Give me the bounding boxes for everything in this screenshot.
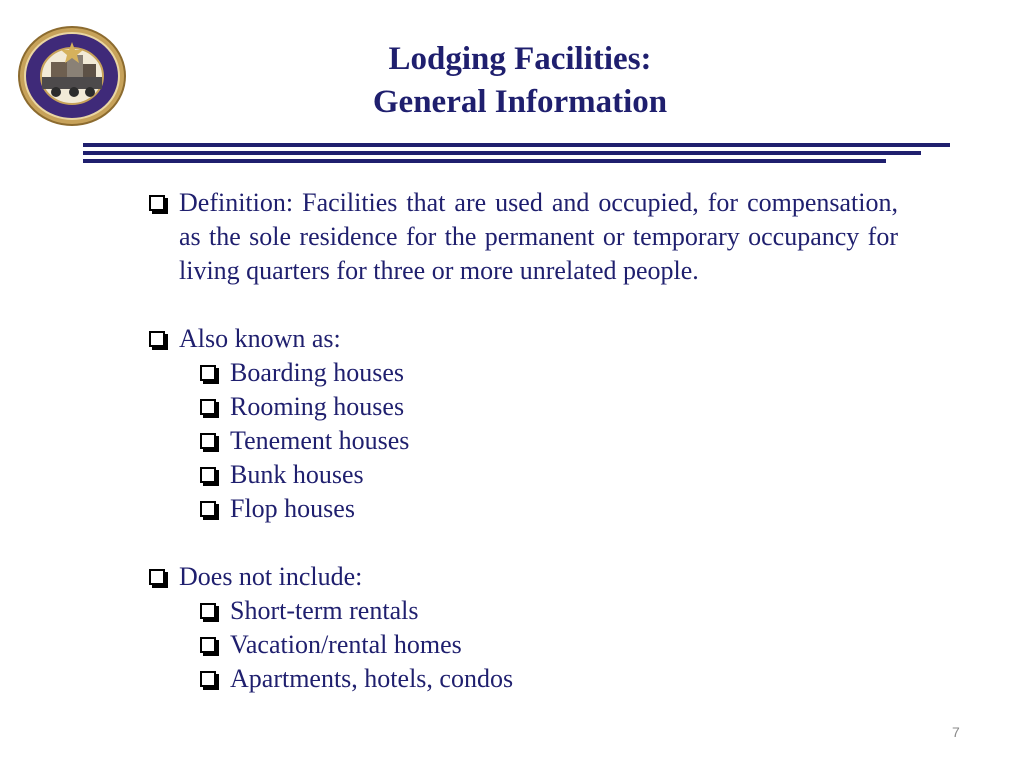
checkbox-square-icon bbox=[200, 637, 216, 653]
list-item bbox=[199, 492, 898, 526]
spacer bbox=[148, 288, 898, 322]
title-divider-rule-top bbox=[83, 143, 950, 147]
spacer bbox=[148, 526, 898, 560]
also-known-as-label: Also known as: bbox=[179, 324, 341, 353]
list-item bbox=[199, 662, 898, 696]
list-item bbox=[199, 390, 898, 424]
title-divider-rule-middle bbox=[83, 151, 921, 155]
checkbox-square-icon bbox=[149, 195, 165, 211]
list-item-text: Tenement houses bbox=[230, 426, 410, 455]
title-line-2: General Information bbox=[372, 84, 668, 120]
list-item-text: Rooming houses bbox=[230, 392, 405, 421]
checkbox-square-icon bbox=[149, 331, 165, 347]
definition-text: Definition: Facilities that are used and occupied, for compensation, as the sole residence for the permanent or temporary occupancy for living quarters for three or more unrelated people. bbox=[179, 188, 898, 285]
list-item-text: Bunk houses bbox=[230, 460, 364, 489]
checkbox-square-icon bbox=[200, 671, 216, 687]
does-not-include-label: Does not include: bbox=[179, 562, 363, 591]
list-item-text: Short-term rentals bbox=[230, 596, 419, 625]
checkbox-square-icon bbox=[200, 501, 216, 517]
page-number: 7 bbox=[952, 724, 960, 740]
checkbox-square-icon bbox=[200, 467, 216, 483]
checkbox-square-icon bbox=[200, 433, 216, 449]
definition-item bbox=[148, 186, 898, 288]
list-item bbox=[199, 594, 898, 628]
checkbox-square-icon bbox=[200, 603, 216, 619]
list-item-text: Boarding houses bbox=[230, 358, 405, 387]
checkbox-square-icon bbox=[149, 569, 165, 585]
list-item-text: Flop houses bbox=[230, 494, 355, 523]
city-seal-logo bbox=[16, 24, 128, 128]
list-item bbox=[199, 356, 898, 390]
checkbox-square-icon bbox=[200, 399, 216, 415]
title-line-1: Lodging Facilities: bbox=[388, 41, 652, 77]
list-item bbox=[199, 458, 898, 492]
list-item bbox=[199, 628, 898, 662]
slide-title bbox=[300, 38, 740, 124]
list-item-text: Apartments, hotels, condos bbox=[230, 664, 514, 693]
slide-content bbox=[148, 186, 898, 696]
does-not-include-heading bbox=[148, 560, 898, 594]
checkbox-square-icon bbox=[200, 365, 216, 381]
also-known-as-heading bbox=[148, 322, 898, 356]
list-item-text: Vacation/rental homes bbox=[230, 630, 462, 659]
list-item bbox=[199, 424, 898, 458]
title-divider-rule-bottom bbox=[83, 159, 886, 163]
